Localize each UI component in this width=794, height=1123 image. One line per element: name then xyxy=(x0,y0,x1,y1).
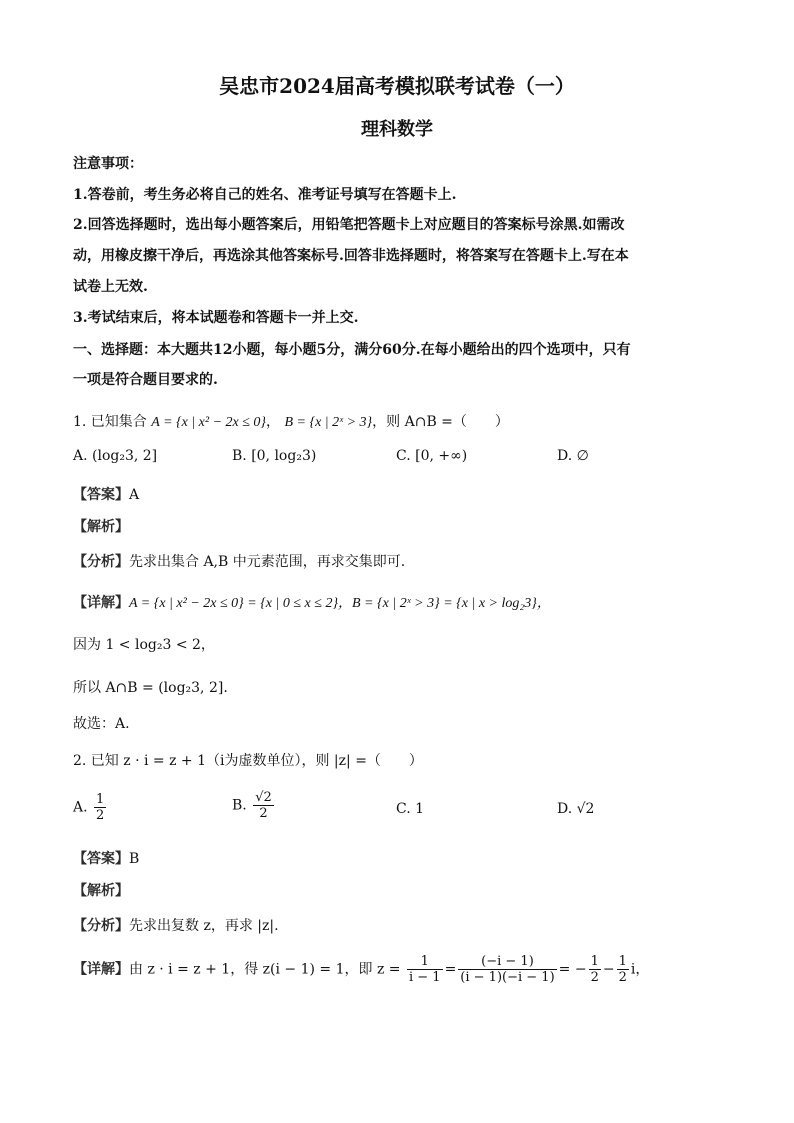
q2-minus: − xyxy=(602,961,615,978)
question-1-stem xyxy=(73,411,509,431)
fraction-denominator: 2 xyxy=(590,970,599,985)
q2-answer-tag: 【答案】 xyxy=(73,851,129,867)
q2-xiangjie-text: 由 z · i = z + 1，得 z(i − 1) = 1，即 z = xyxy=(129,961,401,978)
q2-option-d: D. √2 xyxy=(557,801,595,817)
fraction-numerator: (−i − 1) xyxy=(458,954,556,970)
q1-fenxi xyxy=(73,551,405,571)
q2-fenxi-text: 先求出复数 z，再求 |z|. xyxy=(129,918,279,934)
q2-xiangjie xyxy=(73,954,649,985)
q2-answer xyxy=(73,848,139,868)
q2-fraction-1 xyxy=(407,954,443,985)
q2-option-b xyxy=(232,790,276,821)
fraction-numerator: 1 xyxy=(96,792,105,807)
q2-option-a-label: A. xyxy=(73,799,88,816)
exam-title: 吴忠市2024届高考模拟联考试卷（一） xyxy=(219,74,575,98)
q2-option-a-fraction xyxy=(94,792,106,823)
q1-option-d: D. ∅ xyxy=(557,448,589,464)
q1-analysis-tag: 【解析】 xyxy=(73,519,129,535)
q2-tail: i， xyxy=(630,961,650,978)
q2-fraction-4 xyxy=(617,954,629,985)
q2-analysis-tag: 【解析】 xyxy=(73,883,129,899)
q1-answer xyxy=(73,484,139,504)
q2-option-b-fraction xyxy=(253,790,274,821)
q2-answer-value: B xyxy=(129,851,140,867)
fraction-denominator: 2 xyxy=(96,808,105,823)
notice-item-2-line-3: 试卷上无效. xyxy=(73,279,148,295)
notice-item-1: 1.答卷前，考生务必将自己的姓名、准考证号填写在答题卡上. xyxy=(73,187,457,203)
q1-answer-tag: 【答案】 xyxy=(73,487,129,503)
fraction-numerator: 1 xyxy=(407,954,443,970)
q2-fraction-2 xyxy=(458,954,556,985)
q1-xiangjie-text: A = {x | x² − 2x ≤ 0} = {x | 0 ≤ x ≤ 2}，B = {x | 2ˣ > 3} = {x | x > log₂3}， xyxy=(129,596,551,611)
section-heading-line-1: 一、选择题：本大题共12小题，每小题5分，满分60分.在每小题给出的四个选项中，只有 xyxy=(73,342,631,358)
q1-answer-value: A xyxy=(129,487,140,503)
fraction-numerator: √2 xyxy=(255,790,272,805)
q2-equals: = xyxy=(444,961,457,978)
q1-option-c: C. [0, +∞) xyxy=(396,448,468,464)
q2-fenxi-tag: 【分析】 xyxy=(73,918,129,934)
notice-item-2-line-1: 2.回答选择题时，选出每小题答案后，用铅笔把答题卡上对应题目的答案标号涂黑.如需改 xyxy=(73,217,625,233)
q1-fenxi-text: 先求出集合 A,B 中元素范围，再求交集即可. xyxy=(129,554,406,570)
fraction-denominator: i − 1 xyxy=(408,970,441,985)
fraction-denominator: 2 xyxy=(618,970,627,985)
q1-stem-prefix: 1. 已知集合 xyxy=(73,414,147,430)
q2-fraction-3 xyxy=(589,954,601,985)
notice-item-2-line-2: 动，用橡皮擦干净后，再选涂其他答案标号.回答非选择题时，将答案写在答题卡上.写在本 xyxy=(73,248,629,264)
question-2-stem: 2. 已知 z · i = z + 1（i为虚数单位），则 |z| =（ ） xyxy=(73,753,423,769)
notice-heading: 注意事项： xyxy=(73,156,143,172)
q2-option-a xyxy=(73,792,108,823)
q1-option-b: B. [0, log₂3) xyxy=(232,448,317,464)
q1-xiangjie-tag: 【详解】 xyxy=(73,595,129,611)
q1-xiangjie xyxy=(73,592,551,612)
q1-set-b: B = {x | 2ˣ > 3} xyxy=(284,415,373,430)
q1-stem-separator: ， xyxy=(266,414,281,430)
q2-equals-minus: = − xyxy=(558,961,587,978)
fraction-denominator: 2 xyxy=(259,806,268,821)
q1-because: 因为 1 < log₂3 < 2， xyxy=(73,637,215,653)
q2-option-b-label: B. xyxy=(232,797,247,814)
q1-choose: 故选：A. xyxy=(73,716,130,732)
notice-item-3: 3.考试结束后，将本试题卷和答题卡一并上交. xyxy=(73,310,359,326)
q1-set-a: A = {x | x² − 2x ≤ 0} xyxy=(151,415,267,430)
exam-subtitle: 理科数学 xyxy=(361,119,433,140)
fraction-numerator: 1 xyxy=(590,954,599,969)
q1-therefore: 所以 A∩B = (log₂3, 2]. xyxy=(73,680,228,696)
q2-xiangjie-tag: 【详解】 xyxy=(73,961,129,978)
q2-option-c: C. 1 xyxy=(396,801,425,817)
fraction-denominator: (i − 1)(−i − 1) xyxy=(460,970,555,985)
q1-option-a: A. (log₂3, 2] xyxy=(73,448,158,464)
section-heading-line-2: 一项是符合题目要求的. xyxy=(73,372,218,388)
q1-stem-suffix: ，则 A∩B =（ ） xyxy=(372,414,509,430)
fraction-numerator: 1 xyxy=(618,954,627,969)
q2-fenxi xyxy=(73,915,279,935)
q1-fenxi-tag: 【分析】 xyxy=(73,554,129,570)
